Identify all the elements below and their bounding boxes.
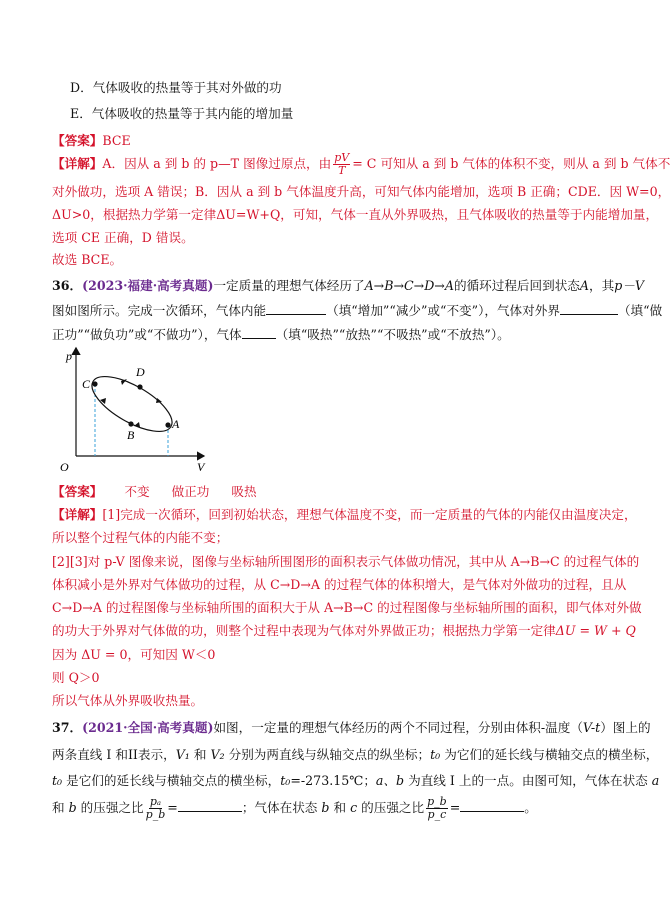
- label-a: A: [172, 417, 180, 431]
- pa-over-pb-fraction: $\frac{\text{pₐ}}{p\_b}$: [145, 795, 166, 821]
- point-b: [128, 421, 133, 426]
- answer-3: 吸热: [231, 484, 257, 499]
- pv-over-t-fraction: $\frac{pV}{T}$: [334, 151, 350, 177]
- q36-detail-line-4: 体积减小是外界对气体做功的过程，从 C→D→A 的过程气体的体积增大，是气体对外做功的过程，且从: [52, 577, 627, 592]
- option-d: D．气体吸收的热量等于其对外做的功: [70, 80, 282, 95]
- q36-detail-line-7: 因为 ΔU = 0，可知因 W＜0: [52, 647, 216, 662]
- p-axis-label: p: [66, 349, 72, 363]
- q36-line-2: 图如图所示。完成一次循环，气体内能 （填“增加”“减少”或“不变”），气体对外界 （填“做: [52, 303, 663, 318]
- fill-blank-5[interactable]: [460, 798, 524, 812]
- q36-detail-line-1: 【详解】[1]完成一次循环，回到初始状态，理想气体温度不变，而一定质量的气体的内能仅由温度决定，: [52, 507, 637, 522]
- question-number: 36．: [52, 278, 83, 293]
- q36-detail-line-6: 的功大于外界对气体做的功，则整个过程中表现为气体对外界做正功；根据热力学第一定律ΔU = W + Q: [52, 623, 636, 638]
- direction-arrow: [156, 398, 162, 403]
- point-c: [92, 381, 97, 386]
- question-source: (2021·全国·高考真题): [82, 720, 214, 735]
- fill-blank-3[interactable]: [242, 325, 276, 339]
- point-a: [165, 422, 170, 427]
- origin-label: O: [60, 460, 69, 474]
- answer-value: BCE: [102, 133, 131, 148]
- detail-label: 【详解】: [52, 156, 103, 171]
- q35-conclusion: 故选 BCE。: [52, 252, 123, 267]
- q36-detail-line-2: 所以整个过程气体的内能不变；: [52, 530, 229, 545]
- q35-detail-line-4: 选项 CE 正确，D 错误。: [52, 230, 194, 245]
- q36-line-3: 正功”“做负功”或“不做功”），气体 （填“吸热”“放热”“不吸热”或“不放热”）。: [52, 327, 510, 342]
- q37-line-4: 和 b 的压强之比 $\frac{\text{pₐ}}{p\_b}$ = ；气体在状态 b 和 c 的压强之比 $\frac{p\_b}{p\_c}$ = 。: [52, 795, 537, 821]
- option-e: E．气体吸收的热量等于其内能的增加量: [70, 106, 294, 121]
- q35-detail-line-2: 对外做功，选项 A 错误；B．因从 a 到 b 气体温度升高，可知气体内能增加，选项 B 正确；CDE．因 W=0，: [52, 184, 670, 199]
- q36-answer: 【答案】 不变 做正功 吸热: [52, 484, 257, 499]
- answer-1: 不变: [124, 484, 150, 499]
- pv-cycle-diagram: [52, 340, 222, 475]
- label-d: D: [136, 365, 145, 379]
- pb-over-pc-fraction: $\frac{p\_b}{p\_c}$: [427, 795, 447, 821]
- q36-detail-line-9: 所以气体从外界吸收热量。: [52, 693, 204, 708]
- q37-line-1: 37．(2021·全国·高考真题)如图，一定量的理想气体经历的两个不同过程，分别由体积-温度（V-t）图上的: [52, 720, 651, 735]
- direction-arrow: [134, 422, 140, 427]
- q37-line-2: 两条直线 I 和II表示，V₁ 和 V₂ 分别为两直线与纵轴交点的纵坐标；t₀ 为它们的延长线与横轴交点的横坐标，: [52, 747, 659, 762]
- q36-line-1: 36．(2023·福建·高考真题)一定质量的理想气体经历了A→B→C→D→A的循环过程后回到状态A，其p－V: [52, 278, 644, 293]
- answer-2: 做正功: [171, 484, 210, 499]
- fill-blank-4[interactable]: [178, 798, 242, 812]
- q35-detail-line-1: [52, 152, 670, 177]
- point-d: [137, 384, 142, 389]
- question-source: (2023·福建·高考真题): [82, 278, 214, 293]
- fill-blank-2[interactable]: [560, 301, 618, 315]
- detail-text: A．因从 a 到 b 的 p—T 图像过原点，由: [102, 156, 332, 171]
- q35-answer: [52, 131, 131, 151]
- q36-detail-line-8: 则 Q＞0: [52, 670, 100, 685]
- label-b: B: [127, 428, 135, 442]
- q36-detail-line-3: [2][3]对 p-V 图像来说，图像与坐标轴所围图形的面积表示气体做功情况，其中从 A→B→C 的过程气体的: [52, 554, 640, 569]
- answer-label: 【答案】: [52, 133, 103, 148]
- detail-text: = C 可知从 a 到 b 气体的体积不变，则从 a 到 b 气体不: [352, 156, 670, 171]
- q35-detail-line-3: ΔU>0，根据热力学第一定律ΔU=W+Q，可知，气体一直从外界吸热，且气体吸收的热量等于内能增加量，: [52, 207, 659, 222]
- v-axis-label: V: [197, 460, 205, 474]
- label-c: C: [82, 377, 91, 391]
- question-number: 37．: [52, 720, 83, 735]
- q37-line-3: t₀ 是它们的延长线与横轴交点的横坐标，t₀=-273.15℃；a、b 为直线 I 上的一点。由图可知，气体在状态 a: [52, 773, 660, 788]
- fill-blank-1[interactable]: [266, 301, 326, 315]
- q36-detail-line-5: C→D→A 的过程图像与坐标轴所围的面积大于从 A→B→C 的过程图像与坐标轴所围的面积，即气体对外做: [52, 600, 642, 615]
